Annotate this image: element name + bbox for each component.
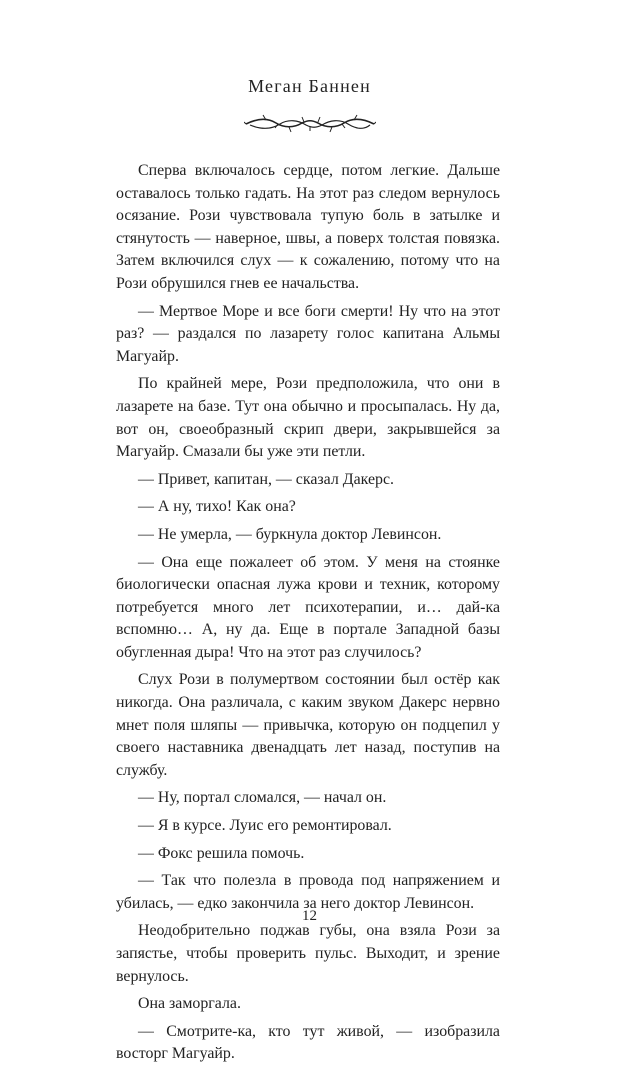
paragraph: Сперва включалось сердце, потом легкие. Дальше оставалось только гадать. На этот раз следом вернулось осязание. Рози чувствовала тупую боль в затылке и стянутость — наверное, швы, а поверх толстая повязка. Затем включился слух — к сожалению, потому что на Рози обрушился гнев ее начальства. xyxy=(116,162,500,292)
paragraph: Она заморгала. xyxy=(138,995,241,1013)
body-text xyxy=(116,160,500,1066)
paragraph: Неодобрительно поджав губы, она взяла Рози за запястье, чтобы проверить пульс. Выходит, и зрение вернулось. xyxy=(116,922,500,985)
page-number: 12 xyxy=(302,908,317,924)
paragraph: — Она еще пожалеет об этом. У меня на стоянке биологически опасная лужа крови и техник, которому потребуется много лет психотерапии, и… дай-ка вспомню… А, ну да. Еще в портале Западной базы обугленная дыра! Что на этот раз случилось? xyxy=(116,553,500,661)
paragraph: — А ну, тихо! Как она? xyxy=(138,498,296,516)
paragraph: Слух Рози в полумертвом состоянии был остёр как никогда. Она различала, с каким звуком Дакерс нервно мнет поля шляпы — привычка, которую он подцепил у своего наставника двенадцать лет назад, поступив на службу. xyxy=(116,671,500,779)
running-head-author: Меган Баннен xyxy=(248,76,371,96)
paragraph: — Ну, портал сломался, — начал он. xyxy=(138,789,387,807)
paragraph: — Привет, капитан, — сказал Дакерс. xyxy=(138,470,394,488)
thorny-vine-ornament-icon xyxy=(244,114,376,134)
paragraph: — Я в курсе. Луис его ремонтировал. xyxy=(138,817,392,835)
paragraph: — Мертвое Море и все боги смерти! Ну что на этот раз? — раздался по лазарету голос капитана Альмы Магуайр. xyxy=(116,302,500,365)
paragraph: — Смотрите-ка, кто тут живой, — изобразила восторг Магуайр. xyxy=(116,1022,500,1063)
paragraph: — Фокс решила помочь. xyxy=(138,844,305,862)
paragraph: По крайней мере, Рози предположила, что они в лазарете на базе. Тут она обычно и просыпалась. Ну да, вот он, своеобразный скрип двери, закрывшейся за Магуайр. Смазали бы уже эти петли. xyxy=(116,375,500,461)
paragraph: — Не умерла, — буркнула доктор Левинсон. xyxy=(138,525,442,543)
paragraph: — Так что полезла в провода под напряжением и убилась, — едко закончила за него доктор Левинсон. xyxy=(116,872,500,912)
